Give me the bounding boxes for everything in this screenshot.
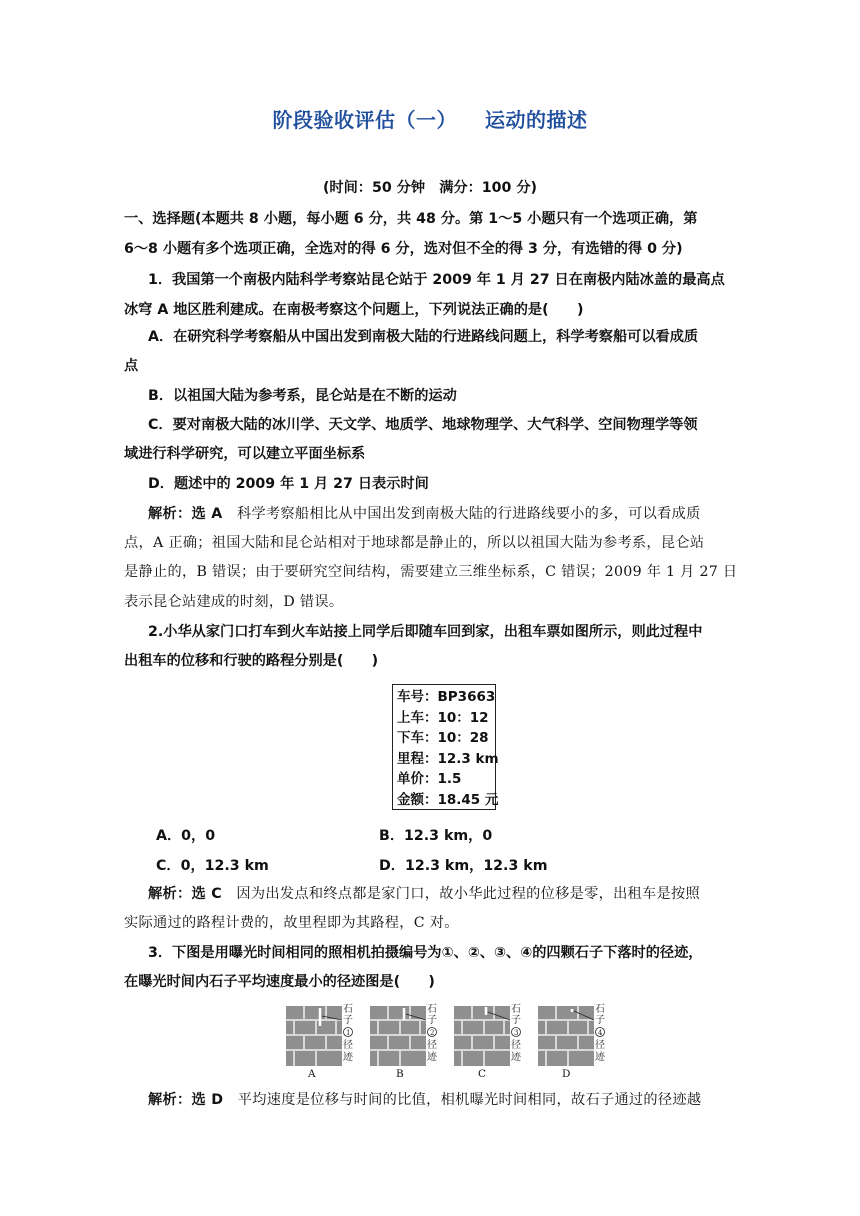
- q1-stem-line1: 1．我国第一个南极内陆科学考察站昆仑站于 2009 年 1 月 27 日在南极内陆冰盖的最高点: [148, 272, 725, 288]
- q3-stem-line1: 3．下图是用曝光时间相同的照相机拍摄编号为①、②、③、④的四颗石子下落时的径迹，: [148, 945, 703, 961]
- q1-option-d: D．题述中的 2009 年 1 月 27 日表示时间: [148, 476, 429, 492]
- q1-option-b: B．以祖国大陆为参考系，昆仑站是在不断的运动: [148, 388, 457, 404]
- q2-solution-line2: 实际通过的路程计费的，故里程即为其路程，C 对。: [124, 915, 459, 931]
- q1-solution-line1: [148, 504, 763, 524]
- svg-text:子: 子: [427, 1015, 437, 1026]
- q1-option-a-line2: 点: [124, 358, 139, 374]
- svg-text:3: 3: [514, 1029, 519, 1037]
- svg-text:径: 径: [343, 1040, 353, 1051]
- q1-option-a-line1: A．在研究科学考察船从中国出发到南极大陆的行进路线问题上，科学考察船可以看成质: [148, 329, 699, 345]
- svg-text:石: 石: [511, 1004, 521, 1015]
- q2-stem-line2: 出租车的位移和行驶的路程分别是( ): [124, 653, 379, 669]
- svg-text:2: 2: [430, 1029, 435, 1037]
- q2-option-c: C．0，12.3 km: [156, 858, 269, 874]
- q1-solution-line3: 是静止的，B 错误；由于要研究空间结构，需要建立三维坐标系，C 错误；2009 年 1 月 27 日: [124, 564, 738, 580]
- svg-text:迹: 迹: [595, 1052, 605, 1063]
- q2-stem-line1: 2.小华从家门口打车到火车站接上同学后即随车回到家，出租车票如图所示，则此过程中: [148, 624, 703, 640]
- svg-text:径: 径: [595, 1040, 605, 1051]
- q2-solution-text1: 因为出发点和终点都是家门口，故小华此过程的位移是零，出租车是按照: [221, 886, 700, 902]
- ticket-car-number: 车号：BP3663: [397, 689, 496, 705]
- q2-solution-line1: [148, 884, 763, 904]
- q3-solution-line1: [148, 1090, 763, 1110]
- ticket-unit-price: 单价：1.5: [397, 771, 462, 787]
- brick-wall-image-a: [286, 1000, 368, 1068]
- q3-solution-text1: 平均速度是位移与时间的比值，相机曝光时间相同，故石子通过的径迹越: [223, 1092, 702, 1108]
- svg-text:石: 石: [595, 1004, 605, 1015]
- svg-text:径: 径: [427, 1040, 437, 1051]
- section1-instruction-line2: 6～8 小题有多个选项正确，全选对的得 6 分，选对但不全的得 3 分，有选错的得 0 分): [124, 241, 683, 257]
- page-title: [0, 104, 860, 133]
- ticket-boarding-time: 上车：10：12: [397, 709, 489, 726]
- ticket-amount: 金额：18.45 元: [397, 791, 499, 808]
- stone-trace-figure: [286, 1000, 620, 1084]
- brick-wall-image-b: [370, 1000, 452, 1068]
- svg-text:石: 石: [427, 1004, 437, 1015]
- q1-solution-lead: 解析：选 A: [148, 506, 223, 522]
- q1-solution-line4: 表示昆仑站建成的时刻，D 错误。: [124, 594, 344, 610]
- trace-panel-b: [370, 1000, 452, 1068]
- trace-panel-d: [538, 1000, 620, 1068]
- svg-text:径: 径: [511, 1040, 521, 1051]
- q2-option-d: D．12.3 km，12.3 km: [379, 858, 548, 874]
- q1-stem-line2: 冰穹 A 地区胜利建成。在南极考察这个问题上，下列说法正确的是( ): [124, 302, 584, 318]
- svg-text:4: 4: [598, 1029, 603, 1037]
- trace-panel-a: [286, 1000, 368, 1068]
- q1-solution-line2: 点，A 正确；祖国大陆和昆仑站相对于地球都是静止的，所以以祖国大陆为参考系，昆仑站: [124, 535, 705, 551]
- svg-text:迹: 迹: [343, 1052, 353, 1063]
- title-main: 阶段验收评估（一）: [272, 108, 457, 132]
- q1-solution-text1: 科学考察船相比从中国出发到南极大陆的行进路线要小的多，可以看成质: [222, 506, 701, 522]
- svg-text:迹: 迹: [511, 1052, 521, 1063]
- q3-solution-lead: 解析：选 D: [148, 1092, 224, 1108]
- taxi-ticket: [392, 684, 499, 810]
- caption-b: B: [396, 1068, 404, 1080]
- brick-wall-image-c: [454, 1000, 536, 1068]
- section1-instruction-line1: 一、选择题(本题共 8 小题，每小题 6 分，共 48 分。第 1～5 小题只有一个选项正确，第: [124, 211, 698, 227]
- title-sub: 运动的描述: [485, 108, 588, 132]
- svg-text:石: 石: [343, 1004, 353, 1015]
- q3-stem-line2: 在曝光时间内石子平均速度最小的径迹图是( ): [124, 974, 435, 990]
- svg-text:子: 子: [511, 1015, 521, 1026]
- svg-text:子: 子: [595, 1015, 605, 1026]
- caption-c: C: [478, 1068, 487, 1080]
- q1-option-c-line1: C．要对南极大陆的冰川学、天文学、地质学、地球物理学、大气科学、空间物理学等领: [148, 417, 698, 433]
- trace-panel-c: [454, 1000, 536, 1068]
- svg-text:迹: 迹: [427, 1052, 437, 1063]
- caption-d: D: [562, 1068, 571, 1080]
- q1-option-c-line2: 域进行科学研究，可以建立平面坐标系: [124, 446, 366, 462]
- svg-text:子: 子: [343, 1015, 353, 1026]
- svg-text:1: 1: [346, 1029, 351, 1037]
- caption-a: A: [308, 1068, 316, 1080]
- ticket-alighting-time: 下车：10：28: [397, 730, 489, 746]
- q2-solution-lead: 解析：选 C: [148, 886, 222, 902]
- exam-meta: (时间：50 分钟 满分：100 分): [322, 180, 538, 196]
- q2-option-a: A．0，0: [156, 828, 216, 844]
- brick-wall-image-d: [538, 1000, 620, 1068]
- q2-option-b: B．12.3 km，0: [379, 828, 493, 844]
- ticket-mileage: 里程：12.3 km: [397, 750, 499, 767]
